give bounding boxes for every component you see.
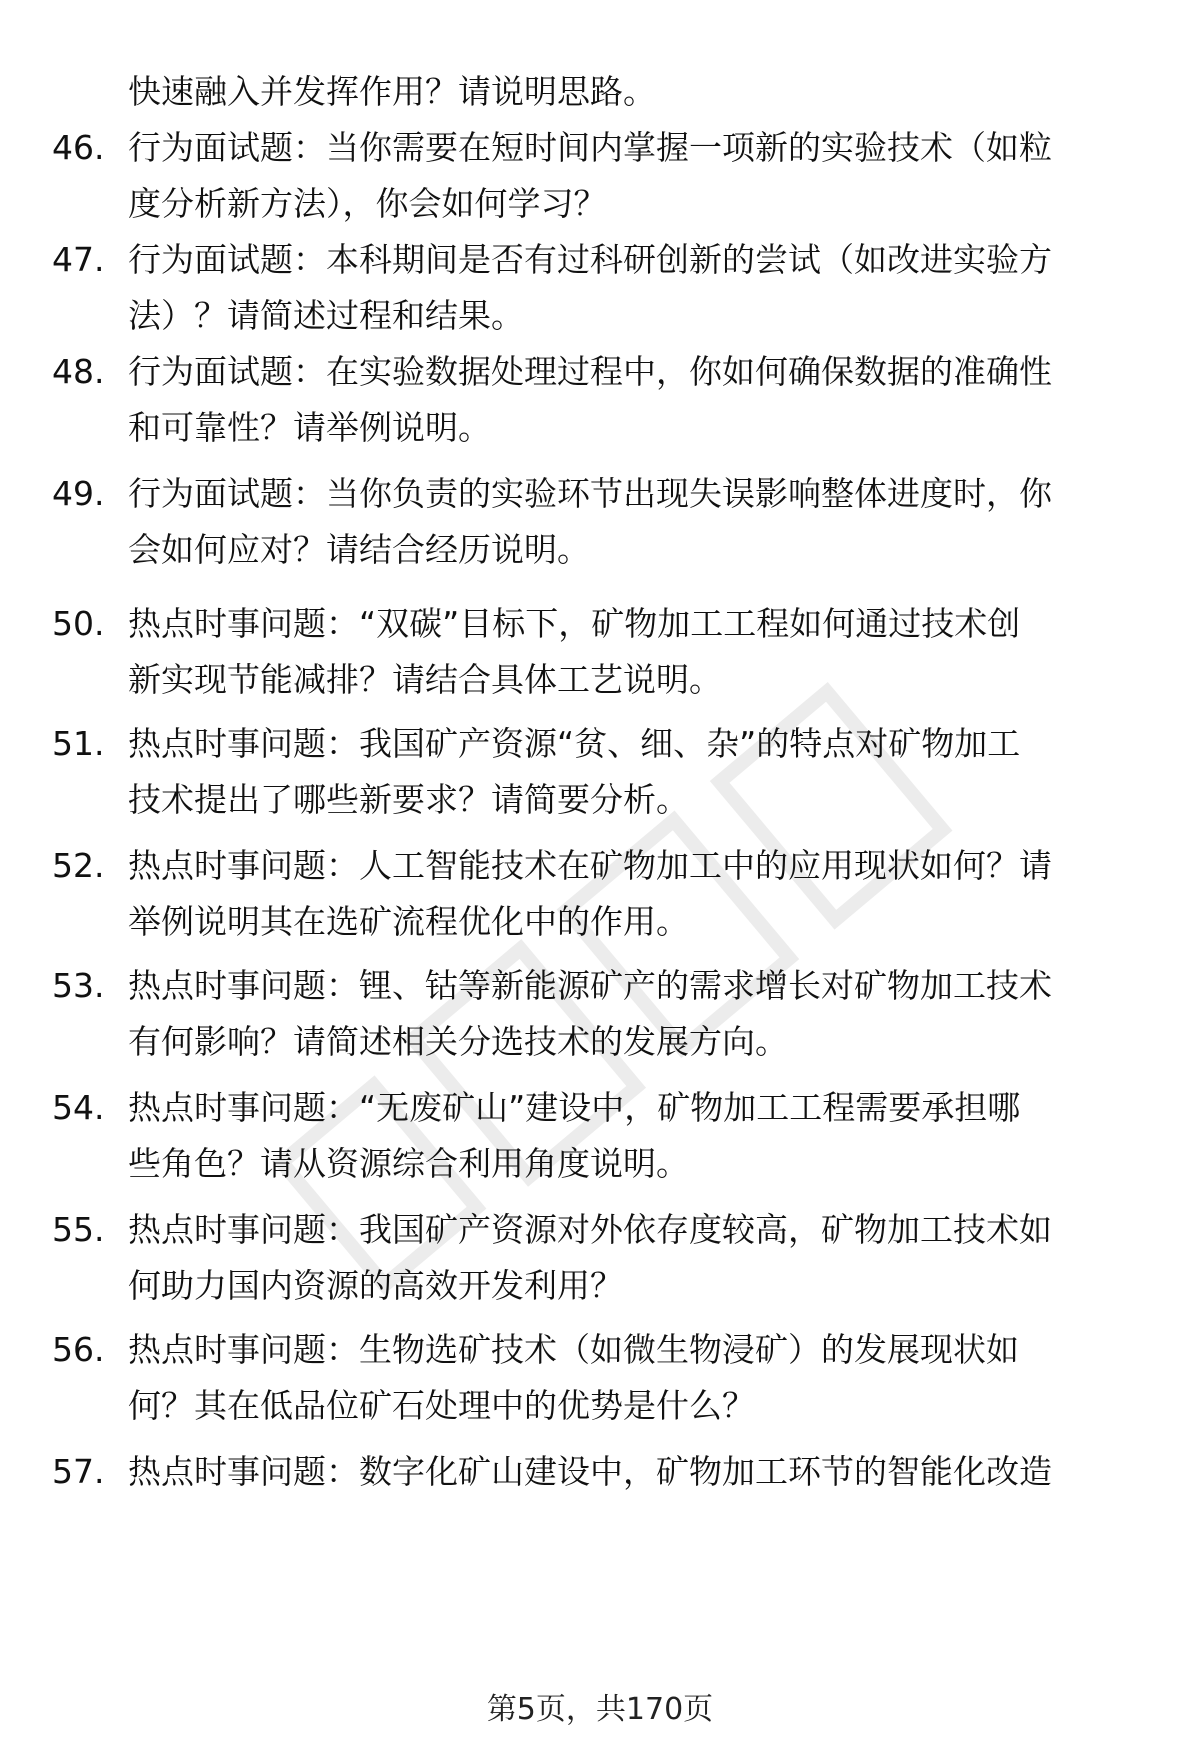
question-text-line: 和可靠性？请举例说明。 <box>128 408 491 447</box>
question-number: 50. <box>52 604 105 643</box>
question-text-line: 些角色？请从资源综合利用角度说明。 <box>128 1144 689 1183</box>
question-text-line: 热点时事问题：生物选矿技术（如微生物浸矿）的发展现状如 <box>128 1330 1019 1369</box>
question-text-line: 何？其在低品位矿石处理中的优势是什么？ <box>128 1386 755 1425</box>
question-number: 54. <box>52 1088 105 1127</box>
question-text-line: 热点时事问题：数字化矿山建设中，矿物加工环节的智能化改造 <box>128 1452 1052 1491</box>
question-text-line: 行为面试题：本科期间是否有过科研创新的尝试（如改进实验方 <box>128 240 1052 279</box>
question-text-line: 热点时事问题：“双碳”目标下，矿物加工工程如何通过技术创 <box>128 604 1021 643</box>
question-number: 46. <box>52 128 105 167</box>
continuation-line: 快速融入并发挥作用？请说明思路。 <box>128 72 656 111</box>
question-number: 51. <box>52 724 105 763</box>
question-text-line: 法）？请简述过程和结果。 <box>128 296 524 335</box>
question-text-line: 热点时事问题：锂、钴等新能源矿产的需求增长对矿物加工技术 <box>128 966 1052 1005</box>
question-number: 48. <box>52 352 105 391</box>
question-text-line: 热点时事问题：“无废矿山”建设中，矿物加工工程需要承担哪 <box>128 1088 1021 1127</box>
question-text-line: 行为面试题：在实验数据处理过程中，你如何确保数据的准确性 <box>128 352 1052 391</box>
page-footer: 第5页，共170页 <box>486 1692 714 1727</box>
question-number: 56. <box>52 1330 105 1369</box>
question-text-line: 技术提出了哪些新要求？请简要分析。 <box>128 780 689 819</box>
question-text-line: 热点时事问题：我国矿产资源“贫、细、杂”的特点对矿物加工 <box>128 724 1021 763</box>
question-text-line: 热点时事问题：我国矿产资源对外依存度较高，矿物加工技术如 <box>128 1210 1052 1249</box>
question-text-line: 热点时事问题：人工智能技术在矿物加工中的应用现状如何？请 <box>128 846 1052 885</box>
question-number: 52. <box>52 846 105 885</box>
question-text-line: 新实现节能减排？请结合具体工艺说明。 <box>128 660 722 699</box>
question-text-line: 度分析新方法），你会如何学习？ <box>128 184 607 223</box>
question-number: 53. <box>52 966 105 1005</box>
question-number: 57. <box>52 1452 105 1491</box>
question-number: 47. <box>52 240 105 279</box>
question-text-line: 行为面试题：当你负责的实验环节出现失误影响整体进度时，你 <box>128 474 1052 513</box>
question-text-line: 举例说明其在选矿流程优化中的作用。 <box>128 902 689 941</box>
question-number: 55. <box>52 1210 105 1249</box>
question-number: 49. <box>52 474 105 513</box>
question-text-line: 有何影响？请简述相关分选技术的发展方向。 <box>128 1022 788 1061</box>
question-text-line: 会如何应对？请结合经历说明。 <box>128 530 590 569</box>
question-text-line: 何助力国内资源的高效开发利用？ <box>128 1266 623 1305</box>
question-text-line: 行为面试题：当你需要在短时间内掌握一项新的实验技术（如粒 <box>128 128 1052 167</box>
